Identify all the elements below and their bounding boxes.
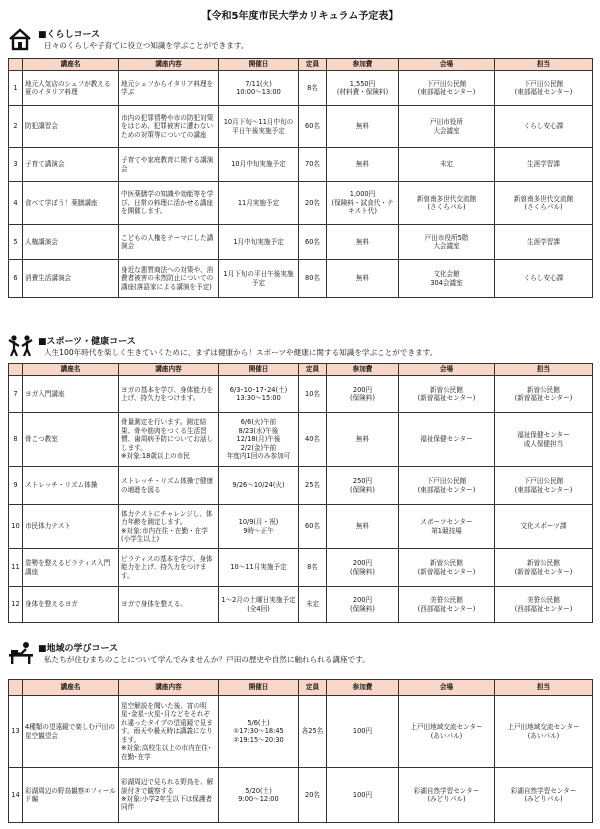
row-venue: 戸田市役所 大会議室 bbox=[399, 106, 495, 148]
row-capacity: 80名 bbox=[299, 260, 327, 298]
row-title: ヨガ入門講座 bbox=[23, 376, 119, 413]
row-title: 身体を整えるヨガ bbox=[23, 587, 119, 623]
row-charge: 新曽公民館 (新曽福祉センター) bbox=[495, 549, 593, 587]
header-date: 開催日 bbox=[219, 364, 299, 376]
row-venue: 美笹公民館 (西部福祉センター) bbox=[399, 587, 495, 623]
document-title: 【令和5年度市民大学カリキュラム予定表】 bbox=[201, 11, 399, 22]
header-date: 開催日 bbox=[219, 680, 299, 696]
row-title: 食べて学ぼう！薬膳講座 bbox=[23, 182, 119, 225]
row-capacity: 20名 bbox=[299, 768, 327, 823]
row-content: 中医薬膳学の知識や効能等を学び、日常の料理に活かせる講座を開催します。 bbox=[119, 182, 219, 225]
row-number: 6 bbox=[9, 260, 23, 298]
header-venue: 会場 bbox=[399, 364, 495, 376]
row-content: ピラティスの基本を学び、身体能力を上げ、持久力をつけます。 bbox=[119, 549, 219, 587]
row-charge: 文化スポーツ課 bbox=[495, 505, 593, 549]
row-fee: 100円 bbox=[327, 768, 399, 823]
row-fee: 250円 (保険料) bbox=[327, 467, 399, 505]
row-title: 人権講演会 bbox=[23, 225, 119, 260]
header-content: 講座内容 bbox=[119, 59, 219, 71]
row-capacity: 各25名 bbox=[299, 696, 327, 768]
header-capacity: 定員 bbox=[299, 59, 327, 71]
header-charge: 担当 bbox=[495, 364, 593, 376]
row-capacity: 8名 bbox=[299, 549, 327, 587]
course-name: ■スポーツ・健康コース bbox=[38, 337, 136, 347]
row-capacity: 70名 bbox=[299, 148, 327, 182]
row-date: 10月下旬～11月中旬の平日午後実施予定 bbox=[219, 106, 299, 148]
header-venue: 会場 bbox=[399, 680, 495, 696]
row-content: 市内の犯罪情勢や市の防犯対策をはじめ、犯罪被害に遭わないための対策等についての講座 bbox=[119, 106, 219, 148]
row-fee: 無料 bbox=[327, 260, 399, 298]
header-fee: 参加費 bbox=[327, 680, 399, 696]
table-row bbox=[9, 467, 593, 505]
row-content: 地元シェフからイタリア料理を学ぶ bbox=[119, 71, 219, 106]
row-title: 姿勢を整えるピラティス入門講座 bbox=[23, 549, 119, 587]
row-venue: 戸田市役所5階 大会議室 bbox=[399, 225, 495, 260]
table-row bbox=[9, 696, 593, 768]
row-date: 9/26～10/24(火) bbox=[219, 467, 299, 505]
row-venue: 未定 bbox=[399, 148, 495, 182]
header-date: 開催日 bbox=[219, 59, 299, 71]
course-name: ■くらしコース bbox=[38, 30, 101, 40]
row-capacity: 未定 bbox=[299, 587, 327, 623]
row-content: ヨガで身体を整える。 bbox=[119, 587, 219, 623]
course-kurashi-table bbox=[8, 58, 593, 298]
row-fee: 無料 bbox=[327, 148, 399, 182]
row-capacity: 40名 bbox=[299, 413, 327, 467]
row-capacity: 8名 bbox=[299, 71, 327, 106]
row-number: 10 bbox=[9, 505, 23, 549]
header-fee: 参加費 bbox=[327, 364, 399, 376]
row-content: ヨガの基本を学び、身体能力を上げ、持久力をつけます。 bbox=[119, 376, 219, 413]
row-fee: 無料 bbox=[327, 225, 399, 260]
table-header-row bbox=[9, 680, 593, 696]
table-row bbox=[9, 587, 593, 623]
header-title: 講座名 bbox=[23, 364, 119, 376]
row-charge: 上戸田地域交流センター (あいパル) bbox=[495, 696, 593, 768]
course-kurashi-header bbox=[8, 27, 592, 53]
course-chiiki-header bbox=[8, 641, 592, 667]
table-row bbox=[9, 549, 593, 587]
row-date: 1～2月の土曜日実施予定(全4回) bbox=[219, 587, 299, 623]
row-date: 6/6(火)午前 8/23(水)午後 12/18(月)午後 2/2(金)午前 年度内1回のみ参加可 bbox=[219, 413, 299, 467]
row-number: 14 bbox=[9, 768, 23, 823]
row-charge: 新曽南多世代交流館 (さくらパル) bbox=[495, 182, 593, 225]
table-row bbox=[9, 768, 593, 823]
row-number: 5 bbox=[9, 225, 23, 260]
row-title: 地元人気店のシェフが教える夏のイタリア料理 bbox=[23, 71, 119, 106]
header-capacity: 定員 bbox=[299, 680, 327, 696]
house-icon bbox=[8, 27, 32, 51]
course-name: ■地域の学びコース bbox=[38, 644, 119, 654]
row-date: 7/11(火) 10:00～13:00 bbox=[219, 71, 299, 106]
header-fee: 参加費 bbox=[327, 59, 399, 71]
row-venue: 下戸田公民館 (東部福祉センター) bbox=[399, 467, 495, 505]
row-capacity: 25名 bbox=[299, 467, 327, 505]
course-chiiki-table bbox=[8, 679, 593, 823]
row-title: ストレッチ・リズム体操 bbox=[23, 467, 119, 505]
row-number: 4 bbox=[9, 182, 23, 225]
table-row bbox=[9, 148, 593, 182]
row-charge: 下戸田公民館 (東部福祉センター) bbox=[495, 71, 593, 106]
row-charge: 下戸田公民館 (東部福祉センター) bbox=[495, 467, 593, 505]
table-row bbox=[9, 376, 593, 413]
row-fee: 200円 (保険料) bbox=[327, 376, 399, 413]
table-row bbox=[9, 106, 593, 148]
row-fee: 200円 (保険料) bbox=[327, 587, 399, 623]
row-content: 身近な悪質商法への対策や、消費者被害の未然防止についての講座(落語家による講演を予定) bbox=[119, 260, 219, 298]
row-title: 防犯講習会 bbox=[23, 106, 119, 148]
row-date: 5/6(土) ①17:30～18:45 ②19:15～20:30 bbox=[219, 696, 299, 768]
row-title: 骨こつ教室 bbox=[23, 413, 119, 467]
row-venue: 新曽公民館 (新曽福祉センター) bbox=[399, 549, 495, 587]
row-title: 市民体力テスト bbox=[23, 505, 119, 549]
row-date: 10～11月実施予定 bbox=[219, 549, 299, 587]
row-venue: 彩湖自然学習センター (みどりパル) bbox=[399, 768, 495, 823]
row-number: 13 bbox=[9, 696, 23, 768]
row-number: 9 bbox=[9, 467, 23, 505]
row-venue: 新曽南多世代交流館 (さくらパル) bbox=[399, 182, 495, 225]
row-title: 彩湖周辺の野鳥観察①フィールド編 bbox=[23, 768, 119, 823]
row-date: 5/20(土) 9:00～12:00 bbox=[219, 768, 299, 823]
row-charge: くらし安心課 bbox=[495, 260, 593, 298]
row-title: 4種類の望遠鏡で楽しむ戸田の星空観望会 bbox=[23, 696, 119, 768]
course-description: 人生100年時代を楽しく生きていくために、まずは健康から！スポーツや健康に関する知識を学ぶことができます。 bbox=[44, 348, 438, 357]
row-venue: 新曽公民館 (新曽福祉センター) bbox=[399, 376, 495, 413]
row-number: 7 bbox=[9, 376, 23, 413]
row-number: 1 bbox=[9, 71, 23, 106]
row-content: 体力テストにチャレンジし、体力年齢を測定します。 ※対象:市内在住・在勤・在学(小学生以上) bbox=[119, 505, 219, 549]
table-row bbox=[9, 182, 593, 225]
header-venue: 会場 bbox=[399, 59, 495, 71]
table-row bbox=[9, 260, 593, 298]
row-venue: 上戸田地域交流センター (あいパル) bbox=[399, 696, 495, 768]
row-number: 2 bbox=[9, 106, 23, 148]
row-charge: 彩湖自然学習センター (みどりパル) bbox=[495, 768, 593, 823]
row-fee: 1,000円 (保険料・試食代・テキスト代) bbox=[327, 182, 399, 225]
course-sports-header bbox=[8, 334, 592, 360]
header-charge: 担当 bbox=[495, 59, 593, 71]
row-title: 子育て講演会 bbox=[23, 148, 119, 182]
header-title: 講座名 bbox=[23, 680, 119, 696]
row-date: 6/3･10･17･24(土) 13:30～15:00 bbox=[219, 376, 299, 413]
row-fee: 無料 bbox=[327, 413, 399, 467]
row-number: 3 bbox=[9, 148, 23, 182]
row-content: こどもの人権をテーマにした講演会 bbox=[119, 225, 219, 260]
table-header-row bbox=[9, 59, 593, 71]
row-fee: 無料 bbox=[327, 505, 399, 549]
header-title: 講座名 bbox=[23, 59, 119, 71]
row-content: 骨量測定を行います。測定結果、骨や筋肉をつくる生活習慣、歯周病予防についてお話しします。 ※対象:18歳以上の市民 bbox=[119, 413, 219, 467]
table-row bbox=[9, 71, 593, 106]
row-charge: くらし安心課 bbox=[495, 106, 593, 148]
row-fee: 無料 bbox=[327, 106, 399, 148]
row-venue: 文化会館 304会議室 bbox=[399, 260, 495, 298]
row-capacity: 10名 bbox=[299, 376, 327, 413]
row-content: ストレッチ・リズム体操で健康の増進を図る bbox=[119, 467, 219, 505]
table-row bbox=[9, 505, 593, 549]
table-header-row bbox=[9, 364, 593, 376]
row-content: 彩湖周辺で見られる野鳥を、解説付きで観察する ※対象:小学2年生以下は保護者同伴 bbox=[119, 768, 219, 823]
row-charge: 生涯学習課 bbox=[495, 148, 593, 182]
row-capacity: 60名 bbox=[299, 106, 327, 148]
row-content: 子育てや家庭教育に関する講演会 bbox=[119, 148, 219, 182]
row-venue: スポーツセンター 第1競技場 bbox=[399, 505, 495, 549]
row-date: 1月中旬実施予定 bbox=[219, 225, 299, 260]
row-fee: 100円 bbox=[327, 696, 399, 768]
row-number: 11 bbox=[9, 549, 23, 587]
row-number: 8 bbox=[9, 413, 23, 467]
row-capacity: 60名 bbox=[299, 225, 327, 260]
course-sports-table bbox=[8, 363, 593, 623]
row-date: 11月実施予定 bbox=[219, 182, 299, 225]
row-date: 1月下旬の平日午後実施予定 bbox=[219, 260, 299, 298]
header-no bbox=[9, 364, 23, 376]
study-icon bbox=[8, 641, 32, 665]
row-capacity: 60名 bbox=[299, 505, 327, 549]
course-description: 私たちが住むまちのことについて学んでみませんか？戸田の歴史や自然に触れられる講座です。 bbox=[44, 655, 370, 664]
table-row bbox=[9, 225, 593, 260]
row-venue: 下戸田公民館 (東部福祉センター) bbox=[399, 71, 495, 106]
row-fee: 200円 (保険料) bbox=[327, 549, 399, 587]
row-content: 星空解説を聞いた後、宵の明星･金星･火星･月などをそれぞれ違ったタイプの望遠鏡で見ます。雨天や曇天時は講義になります。 ※対象:高校生以上の市内在住･在勤･在学 bbox=[119, 696, 219, 768]
exercise-icon bbox=[8, 334, 32, 358]
row-venue: 福祉保健センター bbox=[399, 413, 495, 467]
row-capacity: 20名 bbox=[299, 182, 327, 225]
row-fee: 1,550円 (材料費・保険料) bbox=[327, 71, 399, 106]
row-charge: 生涯学習課 bbox=[495, 225, 593, 260]
course-description: 日々のくらしや子育てに役立つ知識を学ぶことができます。 bbox=[44, 41, 249, 50]
row-title: 消費生活講演会 bbox=[23, 260, 119, 298]
row-date: 10/9(月・祝) 9時～正午 bbox=[219, 505, 299, 549]
header-no bbox=[9, 59, 23, 71]
row-charge: 新曽公民館 (新曽福祉センター) bbox=[495, 376, 593, 413]
row-date: 10月中旬実施予定 bbox=[219, 148, 299, 182]
header-charge: 担当 bbox=[495, 680, 593, 696]
row-charge: 美笹公民館 (西部福祉センター) bbox=[495, 587, 593, 623]
row-number: 12 bbox=[9, 587, 23, 623]
row-charge: 福祉保健センター 成人保健担当 bbox=[495, 413, 593, 467]
header-content: 講座内容 bbox=[119, 680, 219, 696]
header-content: 講座内容 bbox=[119, 364, 219, 376]
table-row bbox=[9, 413, 593, 467]
header-capacity: 定員 bbox=[299, 364, 327, 376]
header-no bbox=[9, 680, 23, 696]
